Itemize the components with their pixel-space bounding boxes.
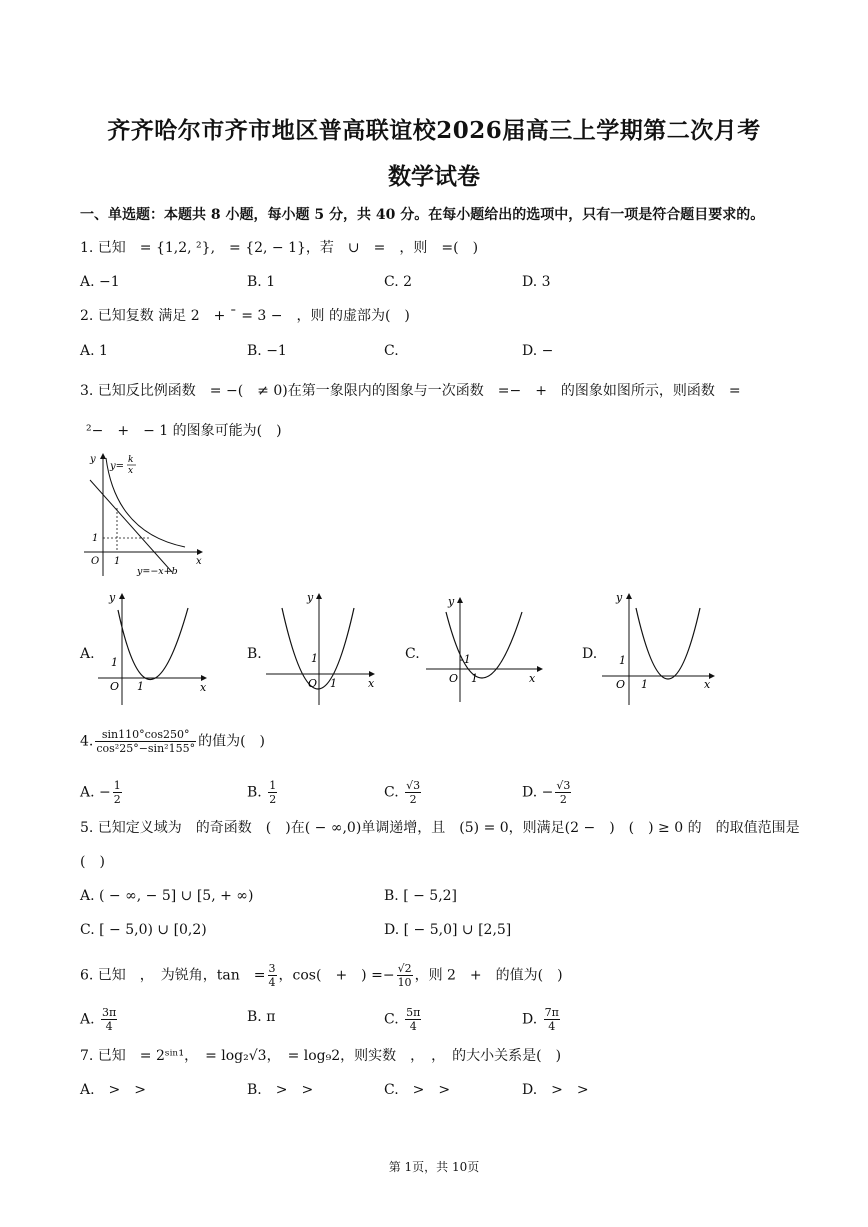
ref-tick-x-1: 1 — [114, 556, 121, 567]
q2-option-b: B. −1 — [247, 343, 287, 359]
q2-option-a: A. 1 — [80, 343, 108, 359]
q7-option-a: A. > > — [80, 1082, 147, 1098]
ref-curve-k: k — [128, 455, 134, 465]
q1-option-d: D. 3 — [522, 274, 551, 290]
q1-option-b: B. 1 — [247, 274, 276, 290]
q7-option-d: D. > > — [522, 1082, 589, 1098]
section-heading: 一、单选题：本题共 8 小题，每小题 5 分，共 40 分。在每小题给出的选项中，只有一项是符合题目要求的。 — [80, 207, 765, 223]
ref-curve-label: y= — [110, 461, 125, 472]
q2-option-d: D. − — [522, 343, 554, 359]
title-line-2: 数学试卷 — [388, 163, 480, 190]
svg-text:O: O — [616, 678, 626, 691]
svg-text:x: x — [704, 678, 711, 691]
q4-option-c: C. $\frac{√3}{2}$ — [384, 779, 421, 806]
svg-text:O: O — [449, 672, 459, 685]
q7-stem: 7. 已知 = 2ˢⁱⁿ¹， = log₂√3， = log₉2，则实数 ， ， 的大小关系是( ) — [80, 1048, 562, 1064]
svg-text:1: 1 — [619, 654, 626, 667]
svg-text:y: y — [448, 595, 455, 608]
q5-option-a: A. ( − ∞, − 5] ∪ [5, + ∞) — [80, 888, 254, 904]
q4-option-d: D. − $\frac{√3}{2}$ — [522, 779, 571, 806]
q3-graph-a — [96, 590, 211, 708]
q1-option-c: C. 2 — [384, 274, 413, 290]
q6-stem: 6. 已知 ， 为锐角，tan = $\frac{3}{4}$ ，cos( + ) =− $\frac{√2}{10}$ ，则 2 + 的值为( ) — [80, 962, 563, 989]
q3-stem-1: 3. 已知反比例函数 = −( ≠ 0)在第一象限内的图象与一次函数 =− + 的图象如图所示，则函数 = — [80, 383, 741, 399]
q5-option-d: D. [ − 5,0] ∪ [2,5] — [384, 922, 512, 938]
q3-option-d: D. — [582, 646, 598, 662]
svg-text:x: x — [529, 672, 536, 685]
svg-text:O: O — [110, 680, 120, 693]
svg-text:-1: -1 — [460, 653, 471, 666]
svg-text:1: 1 — [311, 652, 318, 665]
page-footer: 第 1页，共 10页 — [388, 1160, 480, 1174]
svg-text:1: 1 — [111, 656, 118, 669]
ref-tick-y-1: 1 — [92, 533, 99, 544]
svg-text:y: y — [109, 591, 116, 604]
q4-option-a: A. − $\frac{1}{2}$ — [80, 779, 121, 806]
q2-option-c: C. — [384, 343, 399, 359]
q6-option-d: D. $\frac{7\pi}{4}$ — [522, 1006, 559, 1033]
svg-text:O: O — [308, 677, 318, 690]
q5-stem-2: ( ) — [80, 854, 105, 870]
svg-text:x: x — [200, 681, 207, 694]
q3-reference-graph — [80, 448, 210, 580]
svg-text:y: y — [616, 591, 623, 604]
q3-option-c: C. — [405, 646, 420, 662]
svg-text:1: 1 — [137, 680, 144, 693]
q4-option-b: B. $\frac{1}{2}$ — [247, 779, 277, 806]
q2-stem: 2. 已知复数 满足 2 + ¯ = 3 − ，则 的虚部为( ) — [80, 308, 410, 324]
ref-axis-x: x — [196, 556, 202, 567]
ref-line-label: y=−x+b — [137, 566, 178, 577]
q6-option-c: C. $\frac{5\pi}{4}$ — [384, 1006, 421, 1033]
q3-graph-d — [600, 590, 718, 708]
q6-option-a: A. $\frac{3\pi}{4}$ — [80, 1006, 117, 1033]
q5-option-b: B. [ − 5,2] — [384, 888, 458, 904]
q7-option-b: B. > > — [247, 1082, 314, 1098]
svg-text:y: y — [307, 591, 314, 604]
q3-graph-c — [424, 594, 546, 706]
q4-stem: 4. $\frac{\sin 110^\circ\cos 250^\circ}{\text{cos²25°−sin²155°}}$ 的值为( ) — [80, 728, 266, 755]
q3-option-a: A. — [80, 646, 95, 662]
svg-text:1: 1 — [330, 677, 337, 690]
q1-stem: 1. 已知 = {1,2, ²}, = {2, − 1}，若 ∪ = ，则 =( ) — [80, 240, 479, 256]
title-line-1: 齐齐哈尔市齐市地区普高联谊校2026届高三上学期第二次月考 — [107, 117, 761, 144]
ref-origin: O — [91, 556, 100, 567]
svg-text:1: 1 — [641, 678, 648, 691]
q3-option-b: B. — [247, 646, 262, 662]
svg-text:x: x — [368, 677, 375, 690]
ref-axis-y: y — [90, 454, 96, 465]
q5-option-c: C. [ − 5,0) ∪ [0,2) — [80, 922, 207, 938]
q7-option-c: C. > > — [384, 1082, 451, 1098]
q5-stem-1: 5. 已知定义域为 的奇函数 ( )在( − ∞,0)单调递增，且 (5) = 0，则满足(2 − ) ( ) ≥ 0 的 的取值范围是 — [80, 820, 800, 836]
q1-option-a: A. −1 — [80, 274, 120, 290]
ref-curve-x: x — [128, 466, 134, 476]
svg-text:1: 1 — [471, 672, 478, 685]
q6-option-b: B. π — [247, 1009, 276, 1025]
q3-graph-b — [264, 590, 379, 708]
q3-stem-2: ²− + − 1 的图象可能为( ) — [86, 423, 282, 439]
